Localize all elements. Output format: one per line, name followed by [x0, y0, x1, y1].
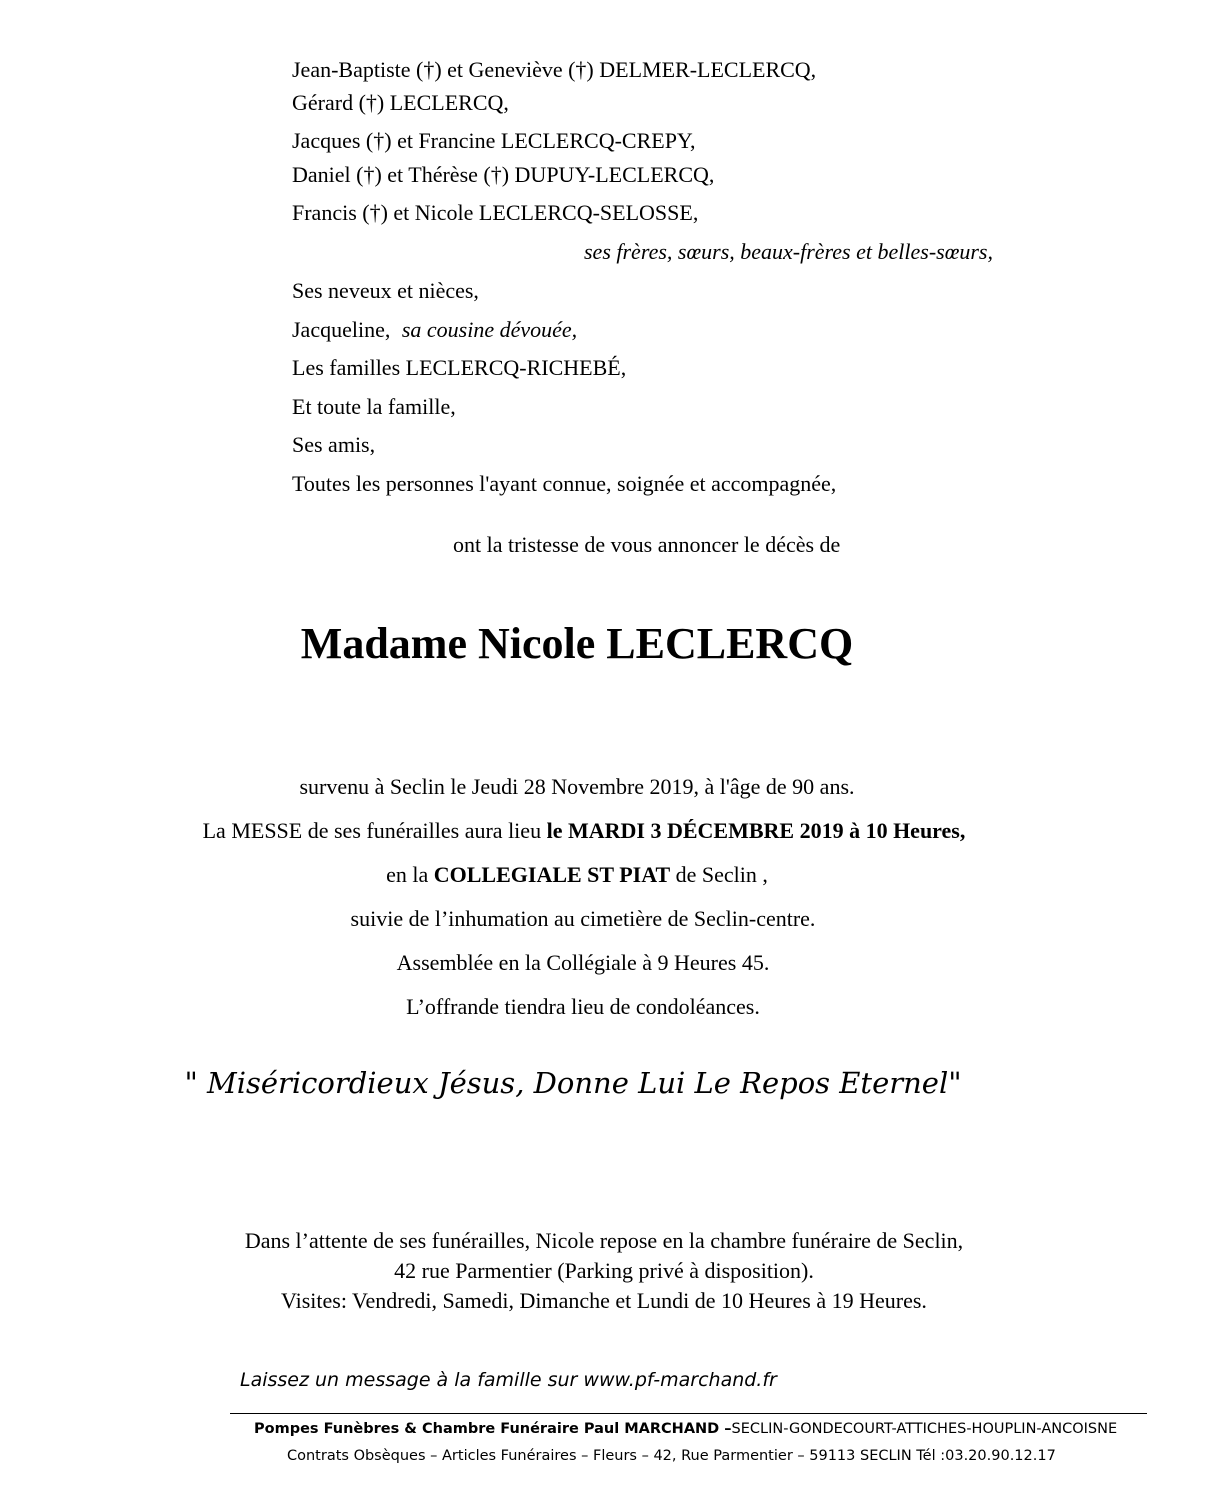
mass-prefix: La MESSE de ses funérailles aura lieu	[202, 818, 547, 843]
footer-contacts: Contrats Obsèques – Articles Funéraires – Fleurs – 42, Rue Parmentier – 59113 SECLIN Tél :03.20.90.12.17	[287, 1448, 1056, 1464]
offering-details: L’offrande tiendra lieu de condoléances.	[406, 994, 760, 1019]
family-relation: ses frères, sœurs, beaux-frères et belles-sœurs,	[584, 239, 993, 264]
burial-details: suivie de l’inhumation au cimetière de Seclin-centre.	[350, 906, 816, 931]
announcement-line: ont la tristesse de vous annoncer le décès de	[453, 532, 841, 557]
family-line-2: Gérard (†) LECLERCQ,	[292, 90, 509, 115]
church-name: COLLEGIALE ST PIAT	[433, 862, 671, 887]
death-details: survenu à Seclin le Jeudi 28 Novembre 2019, à l'âge de 90 ans.	[299, 774, 855, 799]
all-family-line: Et toute la famille,	[292, 394, 456, 419]
church-details	[0, 862, 1184, 888]
church-suffix: de Seclin ,	[670, 862, 768, 887]
prayer-quote: " Miséricordieux Jésus, Donne Lui Le Repos Eternel"	[184, 1066, 962, 1100]
mass-date: le MARDI 3 DÉCEMBRE 2019 à 10 Heures,	[546, 818, 966, 843]
church-prefix: en la	[386, 862, 434, 887]
mass-details	[0, 818, 1191, 844]
wake-line-3: Visites: Vendredi, Samedi, Dimanche et Lundi de 10 Heures à 19 Heures.	[281, 1288, 927, 1313]
wake-line-2: 42 rue Parmentier (Parking privé à disposition).	[394, 1258, 814, 1283]
footer-company: Pompes Funèbres & Chambre Funéraire Paul MARCHAND –	[254, 1421, 732, 1437]
nephews-line: Ses neveux et nièces,	[292, 278, 479, 303]
cousin-name: Jacqueline,	[292, 317, 391, 342]
footer-divider	[230, 1413, 1147, 1414]
family-line-3: Jacques (†) et Francine LECLERCQ-CREPY,	[292, 128, 696, 153]
cousin-role: sa cousine dévouée,	[401, 317, 578, 342]
message-link[interactable]: Laissez un message à la famille sur www.pf-marchand.fr	[240, 1369, 777, 1391]
everyone-line: Toutes les personnes l'ayant connue, soignée et accompagnée,	[292, 471, 837, 496]
cousin-line	[292, 317, 577, 343]
friends-line: Ses amis,	[292, 432, 376, 457]
family-line-1: Jean-Baptiste (†) et Geneviève (†) DELMER-LECLERCQ,	[292, 57, 817, 82]
deceased-name: Madame Nicole LECLERCQ	[300, 619, 854, 668]
footer-towns: SECLIN-GONDECOURT-ATTICHES-HOUPLIN-ANCOISNE	[731, 1421, 1118, 1437]
family-line-5: Francis (†) et Nicole LECLERCQ-SELOSSE,	[292, 200, 699, 225]
footer-company-line	[254, 1421, 1117, 1437]
wake-line-1: Dans l’attente de ses funérailles, Nicole repose en la chambre funéraire de Seclin,	[244, 1228, 964, 1253]
families-line: Les familles LECLERCQ-RICHEBÉ,	[292, 355, 627, 380]
family-line-4: Daniel (†) et Thérèse (†) DUPUY-LECLERCQ,	[292, 162, 715, 187]
assembly-details: Assemblée en la Collégiale à 9 Heures 45.	[396, 950, 770, 975]
